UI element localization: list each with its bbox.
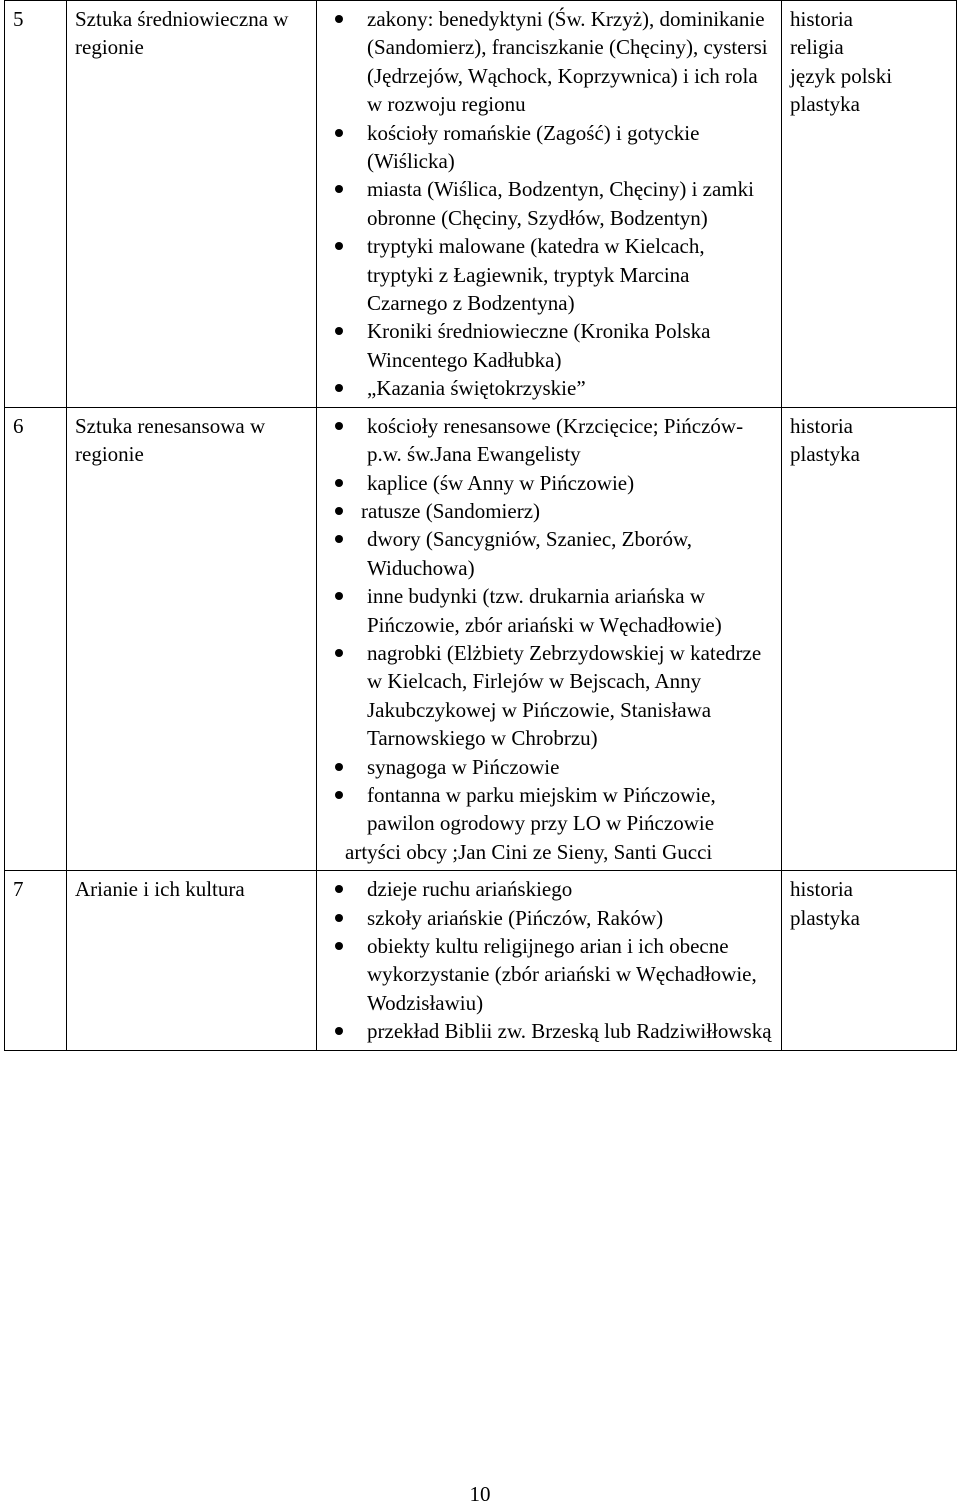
table-row [5, 871, 957, 1050]
list-item: dzieje ruchu ariańskiego [325, 875, 775, 903]
bullet-icon [335, 15, 343, 23]
list-item: nagrobki (Elżbiety Zebrzydowskiej w katedrze w Kielcach, Firlejów w Bejscach, Anny Jakubczykowej w Pińczowie, Stanisława Tarnowskiego w Chrobrzu) [325, 639, 775, 753]
bullet-icon [335, 129, 343, 137]
list-item: synagoga w Pińczowie [325, 753, 775, 781]
list-item: zakony: benedyktyni (Św. Krzyż), dominikanie (Sandomierz), franciszkanie (Chęciny), cystersi (Jędrzejów, Wąchock, Koprzywnica) i ich rola w rozwoju regionu [325, 5, 775, 119]
bullet-icon [335, 914, 343, 922]
bullet-icon [335, 885, 343, 893]
bullet-icon [335, 649, 343, 657]
content-list [325, 5, 775, 403]
row-number: 7 [5, 871, 67, 1050]
bullet-icon [335, 763, 343, 771]
list-item: Kroniki średniowieczne (Kronika Polska Wincentego Kadłubka) [325, 317, 775, 374]
bullet-icon [335, 479, 343, 487]
subject-label: język polski [790, 63, 893, 88]
list-item: obiekty kultu religijnego arian i ich obecne wykorzystanie (zbór ariański w Węchadłowie, Wodzisławiu) [325, 932, 775, 1017]
list-item: miasta (Wiślica, Bodzentyn, Chęciny) i zamki obronne (Chęciny, Szydłów, Bodzentyn) [325, 175, 775, 232]
bullet-icon [335, 535, 343, 543]
list-item: inne budynki (tzw. drukarnia ariańska w Pińczowie, zbór ariański w Węchadłowie) [325, 582, 775, 639]
list-item: kościoły renesansowe (Krzcięcice; Pińczów- p.w. św.Jana Ewangelisty [325, 412, 775, 469]
row-number: 5 [5, 1, 67, 408]
bullet-icon [335, 185, 343, 193]
row-number: 6 [5, 407, 67, 871]
table-row [5, 407, 957, 871]
artists-note: artyści obcy ;Jan Cini ze Sieny, Santi Gucci [345, 839, 713, 864]
content-cell [317, 407, 782, 871]
list-item: kaplice (św Anny w Pińczowie) [325, 469, 775, 497]
subject-label: religia [790, 35, 844, 60]
topic-title: Arianie i ich kultura [67, 871, 317, 1050]
subject-label: historia [790, 7, 853, 31]
list-item: fontanna w parku miejskim w Pińczowie, pawilon ogrodowy przy LO w Pińczowie [325, 781, 775, 838]
topic-title: Sztuka średniowieczna w regionie [67, 1, 317, 408]
list-item: „Kazania świętokrzyskie” [325, 374, 775, 402]
bullet-icon [335, 422, 343, 430]
content-list [325, 875, 775, 1045]
list-item: szkoły ariańskie (Pińczów, Raków) [325, 904, 775, 932]
syllabus-table [4, 0, 957, 1051]
bullet-icon [335, 384, 343, 392]
bullet-icon [335, 327, 343, 335]
bullet-icon [335, 592, 343, 600]
list-item: kościoły romańskie (Zagość) i gotyckie (Wiślicka) [325, 119, 775, 176]
table-row [5, 1, 957, 408]
content-cell [317, 871, 782, 1050]
bullet-icon [335, 791, 343, 799]
topic-title: Sztuka renesansowa w regionie [67, 407, 317, 871]
content-cell [317, 1, 782, 408]
subjects-cell [782, 1, 957, 408]
subject-label: historia [790, 877, 853, 902]
subject-label: plastyka [790, 905, 860, 930]
content-list [325, 412, 775, 838]
bullet-icon [335, 242, 343, 250]
subject-label: plastyka [790, 442, 860, 467]
bullet-icon [335, 507, 343, 515]
subject-label: plastyka [790, 92, 860, 117]
page-number: 10 [469, 1482, 491, 1506]
subjects-cell [782, 871, 957, 1050]
subjects-cell [782, 407, 957, 871]
list-item: tryptyki malowane (katedra w Kielcach, tryptyki z Łagiewnik, tryptyk Marcina Czarnego z Bodzentyna) [325, 232, 775, 317]
list-item: ratusze (Sandomierz) [325, 497, 775, 525]
subject-label: historia [790, 413, 853, 438]
bullet-icon [335, 942, 343, 950]
list-item: przekład Biblii zw. Brzeską lub Radziwiłłowską [325, 1017, 775, 1045]
list-item: dwory (Sancygniów, Szaniec, Zborów, Widuchowa) [325, 525, 775, 582]
bullet-icon [335, 1027, 343, 1035]
